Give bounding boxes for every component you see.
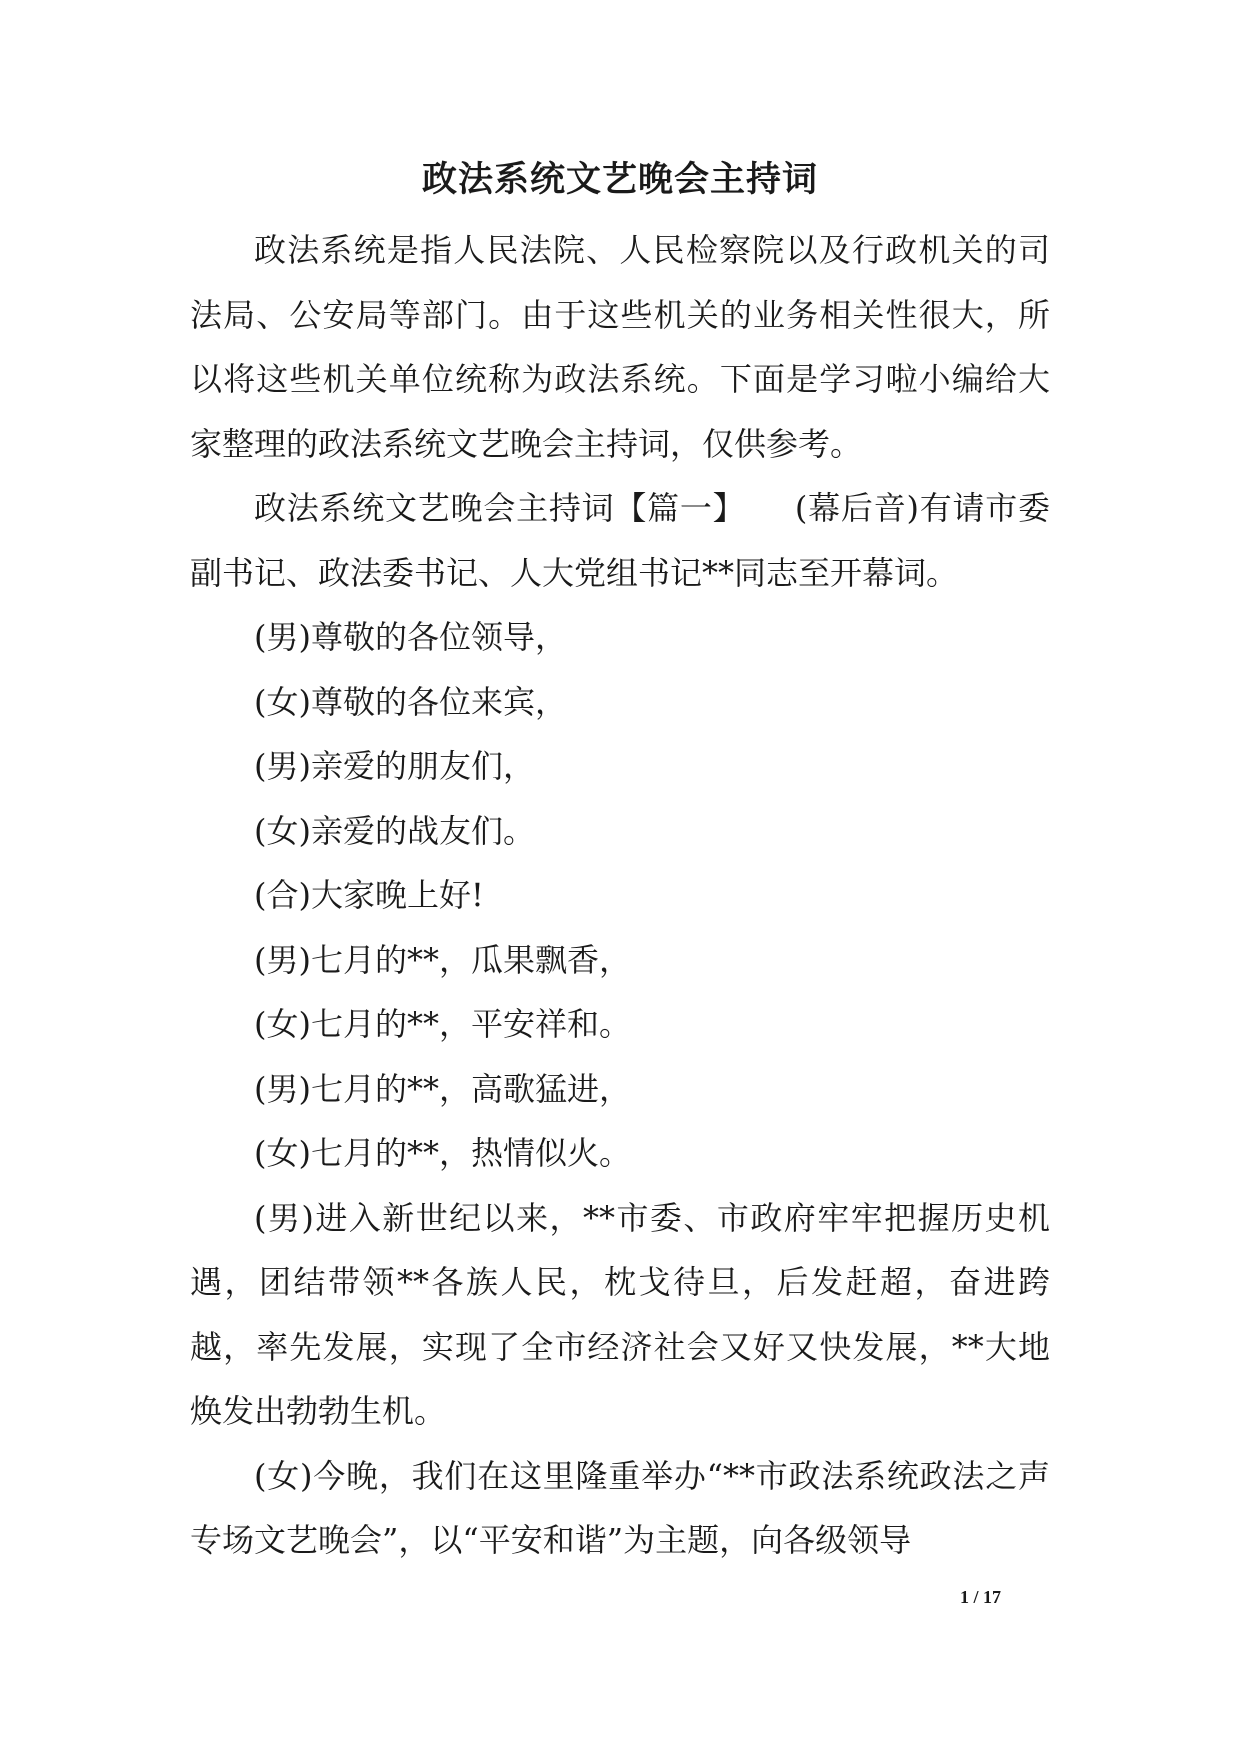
dialogue-line: (男)尊敬的各位领导， [254,618,567,656]
dialogue-line: (女)七月的**，热情似火。 [254,1134,631,1172]
dialogue-line: (女)七月的**，平安祥和。 [254,1005,631,1043]
dialogue-line: (女)亲爱的战友们。 [254,811,535,850]
document-body [190,218,1050,1573]
dialogue-line: (男)亲爱的朋友们， [254,747,535,785]
document-title: 政法系统文艺晚会主持词 [421,159,818,200]
dialogue-line: (男)七月的**，瓜果飘香， [254,940,631,979]
page-number: 1 / 17 [960,1587,1002,1607]
paragraph-female-host: (女)今晚，我们在这里隆重举办“**市政法系统政法之声专场文艺晚会”，以“平安和谐”为主题，向各级领导 [190,1456,1050,1559]
paragraph-male-host: (男)进入新世纪以来，**市委、市政府牢牢把握历史机遇，团结带领**各族人民，枕戈待旦，后发赶超，奋进跨越，率先发展，实现了全市经济社会又好又快发展，**大地焕发出勃勃生机。 [190,1198,1050,1430]
dialogue-line: (男)七月的**，高歌猛进， [254,1069,631,1108]
paragraph-intro: 政法系统是指人民法院、人民检察院以及行政机关的司法局、公安局等部门。由于这些机关的业务相关性很大，所以将这些机关单位统称为政法系统。下面是学习啦小编给大家整理的政法系统文艺晚会主持词，仅供参考。 [190,231,1050,463]
paragraph-section-one: 政法系统文艺晚会主持词【篇一】 (幕后音)有请市委副书记、政法委书记、人大党组书记**同志至开幕词。 [190,489,1050,592]
dialogue-line: (女)尊敬的各位来宾， [254,682,567,721]
dialogue-line: (合)大家晚上好! [254,876,484,914]
